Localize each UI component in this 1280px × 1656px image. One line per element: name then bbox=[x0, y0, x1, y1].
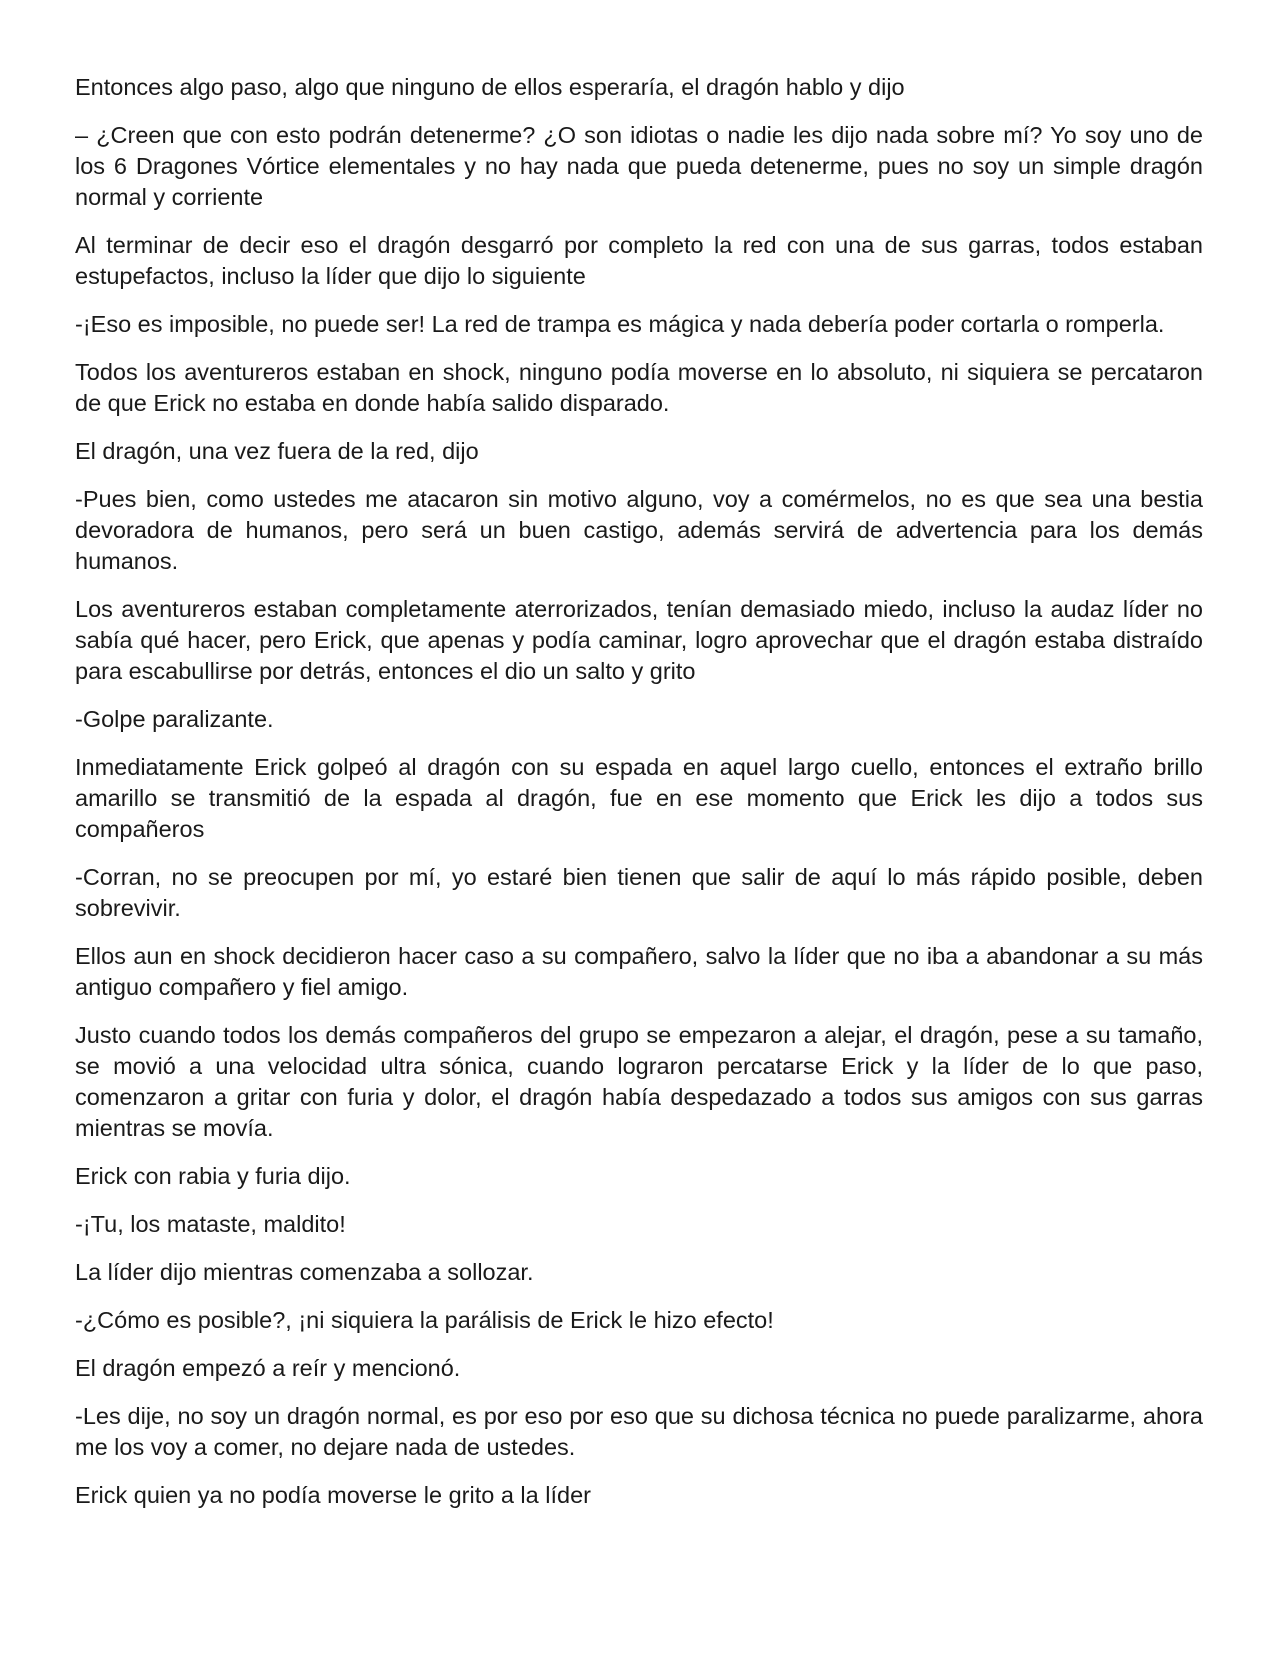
paragraph: Al terminar de decir eso el dragón desgarró por completo la red con una de sus garras, todos estaban estupefactos, incluso la líder que dijo lo siguiente bbox=[75, 232, 1203, 289]
paragraph: Erick quien ya no podía moverse le grito a la líder bbox=[75, 1482, 591, 1508]
paragraph: Entonces algo paso, algo que ninguno de ellos esperaría, el dragón hablo y dijo bbox=[75, 74, 905, 100]
paragraph: -Les dije, no soy un dragón normal, es por eso por eso que su dichosa técnica no puede paralizarme, ahora me los voy a comer, no dejare nada de ustedes. bbox=[75, 1403, 1203, 1460]
paragraph: Ellos aun en shock decidieron hacer caso a su compañero, salvo la líder que no iba a abandonar a su más antiguo compañero y fiel amigo. bbox=[75, 943, 1203, 1000]
document-page bbox=[75, 72, 1203, 1528]
paragraph: La líder dijo mientras comenzaba a sollozar. bbox=[75, 1259, 534, 1285]
paragraph: El dragón, una vez fuera de la red, dijo bbox=[75, 438, 479, 464]
paragraph: – ¿Creen que con esto podrán detenerme? ¿O son idiotas o nadie les dijo nada sobre mí? Yo soy uno de los 6 Dragones Vórtice elementales y no hay nada que pueda detenerme, pues no soy un simple dragón normal y corriente bbox=[75, 122, 1203, 210]
paragraph: -Pues bien, como ustedes me atacaron sin motivo alguno, voy a comérmelos, no es que sea una bestia devoradora de humanos, pero será un buen castigo, además servirá de advertencia para los demás humanos. bbox=[75, 486, 1203, 574]
paragraph: Todos los aventureros estaban en shock, ninguno podía moverse en lo absoluto, ni siquiera se percataron de que Erick no estaba en donde había salido disparado. bbox=[75, 359, 1203, 416]
paragraph: Los aventureros estaban completamente aterrorizados, tenían demasiado miedo, incluso la audaz líder no sabía qué hacer, pero Erick, que apenas y podía caminar, logro aprovechar que el dragón estaba distraído para escabullirse por detrás, entonces el dio un salto y grito bbox=[75, 596, 1203, 684]
paragraph: -Golpe paralizante. bbox=[75, 706, 274, 732]
paragraph: Justo cuando todos los demás compañeros del grupo se empezaron a alejar, el dragón, pese a su tamaño, se movió a una velocidad ultra sónica, cuando lograron percatarse Erick y la líder de lo que paso, comenzaron a gritar con furia y dolor, el dragón había despedazado a todos sus amigos con sus garras mientras se movía. bbox=[75, 1022, 1203, 1141]
paragraph: -¡Tu, los mataste, maldito! bbox=[75, 1211, 346, 1237]
paragraph: -¿Cómo es posible?, ¡ni siquiera la parálisis de Erick le hizo efecto! bbox=[75, 1307, 774, 1333]
paragraph: Erick con rabia y furia dijo. bbox=[75, 1163, 351, 1189]
paragraph: Inmediatamente Erick golpeó al dragón con su espada en aquel largo cuello, entonces el extraño brillo amarillo se transmitió de la espada al dragón, fue en ese momento que Erick les dijo a todos sus compañeros bbox=[75, 754, 1203, 842]
paragraph: -Corran, no se preocupen por mí, yo estaré bien tienen que salir de aquí lo más rápido posible, deben sobrevivir. bbox=[75, 864, 1203, 921]
paragraph: El dragón empezó a reír y mencionó. bbox=[75, 1355, 461, 1381]
paragraph: -¡Eso es imposible, no puede ser! La red de trampa es mágica y nada debería poder cortarla o romperla. bbox=[75, 311, 1165, 337]
